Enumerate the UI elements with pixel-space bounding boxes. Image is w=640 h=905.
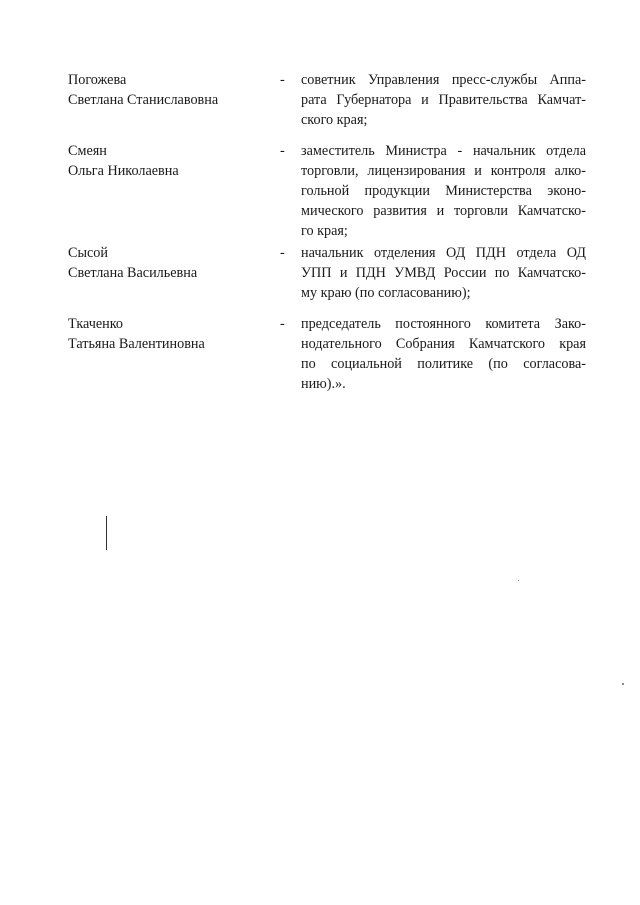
- scan-mark: [106, 516, 107, 550]
- scan-speck: [622, 683, 624, 685]
- separator-dash: -: [280, 316, 285, 332]
- member-surname: Смеян: [68, 143, 107, 159]
- role-line: нодательного Собрания Камчатского края: [301, 336, 586, 352]
- role-line: му краю (по согласованию);: [301, 285, 471, 301]
- member-role: [301, 141, 586, 241]
- member-name: [68, 141, 268, 181]
- member-name: [68, 243, 268, 283]
- member-given-names: Татьяна Валентиновна: [68, 336, 205, 352]
- role-line: гольной продукции Министерства эконо-: [301, 183, 586, 199]
- member-role: [301, 314, 586, 394]
- member-given-names: Ольга Николаевна: [68, 163, 179, 179]
- member-surname: Погожева: [68, 72, 127, 88]
- separator-dash: -: [280, 72, 285, 88]
- member-given-names: Светлана Васильевна: [68, 265, 198, 281]
- member-name: [68, 314, 268, 354]
- member-name: [68, 70, 268, 110]
- separator-dash: -: [280, 143, 285, 159]
- member-role: [301, 243, 586, 303]
- role-line: советник Управления пресс-службы Аппа-: [301, 72, 586, 88]
- role-line: по социальной политике (по согласова-: [301, 356, 586, 372]
- role-line: торговли, лицензирования и контроля алко-: [301, 163, 586, 179]
- scan-speck: [518, 580, 519, 581]
- member-surname: Сысой: [68, 245, 108, 261]
- role-line: председатель постоянного комитета Зако-: [301, 316, 586, 332]
- role-line: УПП и ПДН УМВД России по Камчатско-: [301, 265, 586, 281]
- member-given-names: Светлана Станиславовна: [68, 92, 219, 108]
- role-line: начальник отделения ОД ПДН отдела ОД: [301, 245, 586, 261]
- member-role: [301, 70, 586, 130]
- role-line: заместитель Министра - начальник отдела: [301, 143, 586, 159]
- role-line: рата Губернатора и Правительства Камчат-: [301, 92, 586, 108]
- role-line: нию).».: [301, 376, 346, 392]
- member-surname: Ткаченко: [68, 316, 124, 332]
- role-line: го края;: [301, 223, 348, 239]
- role-line: мического развития и торговли Камчатско-: [301, 203, 586, 219]
- separator-dash: -: [280, 245, 285, 261]
- role-line: ского края;: [301, 112, 368, 128]
